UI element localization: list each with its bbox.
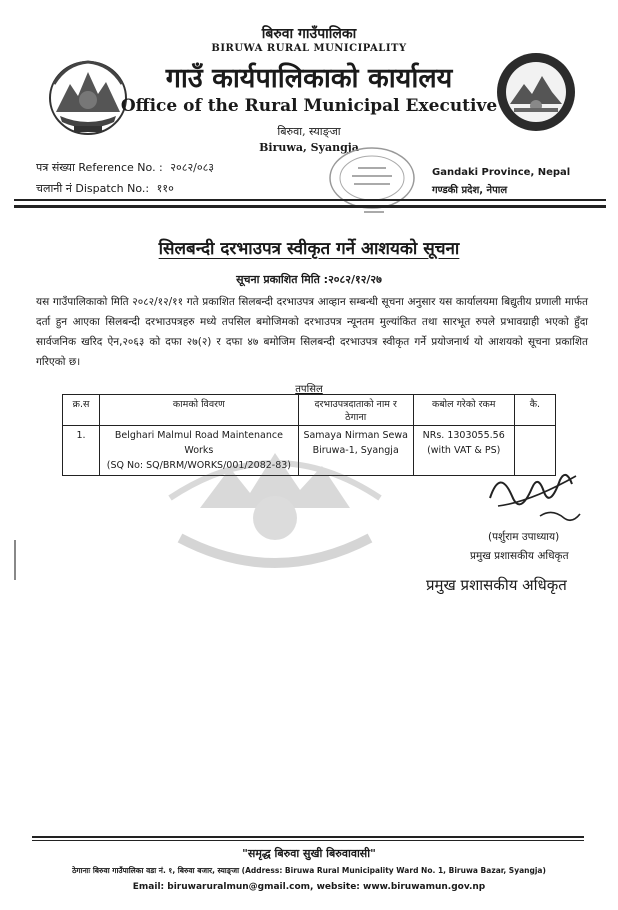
- footer-contact: Email: biruwaruralmun@gmail.com, website: www.biruwamun.gov.np: [132, 882, 486, 892]
- bidder-address: Biruwa-1, Syangja: [312, 445, 399, 456]
- province-np: गण्डकी प्रदेश, नेपाल: [432, 185, 508, 196]
- address-np: बिरुवा, स्याङ्जा: [277, 125, 341, 138]
- emblem-watermark: [160, 438, 390, 588]
- header-divider-thick: [14, 205, 606, 208]
- signatory-title-stamp: प्रमुख प्रशासकीय अधिकृत: [426, 576, 567, 594]
- address-en: Biruwa, Syangja: [259, 141, 359, 154]
- footer-divider-thin: [32, 840, 584, 841]
- dispatch-value: ११०: [156, 182, 174, 195]
- office-stamp: [324, 138, 424, 222]
- schedule-label: तपसिल: [295, 384, 323, 395]
- amount-value: NRs. 1303055.56: [422, 430, 505, 441]
- signatory-title: प्रमुख प्रशासकीय अधिकृत: [470, 550, 569, 562]
- reference-label: पत्र संख्या Reference No. :: [36, 161, 163, 174]
- footer-slogan: "समृद्ध बिरुवा सुखी बिरुवावासी": [242, 847, 376, 860]
- bidder-name: Samaya Nirman Sewa: [303, 430, 408, 441]
- published-date: सूचना प्रकाशित मिति :२०८२/१२/२७: [236, 273, 382, 286]
- dispatch-number: [36, 181, 174, 196]
- province-en: Gandaki Province, Nepal: [432, 167, 571, 178]
- col-work-description: कामको विवरण: [100, 395, 299, 426]
- notice-title-text: सिलबन्दी दरभाउपत्र स्वीकृत गर्ने आशयको सूचना: [158, 239, 460, 259]
- header-divider: [14, 199, 606, 201]
- work-title: Belghari Malmul Road Maintenance Works: [114, 430, 283, 456]
- reference-number: [36, 160, 214, 175]
- notice-title: [0, 236, 618, 259]
- office-title-en: Office of the Rural Municipal Executive: [120, 96, 498, 116]
- table-header-row: [63, 395, 556, 426]
- margin-mark: [14, 540, 16, 580]
- footer-address: ठेगानाः बिरुवा गाउँपालिका वडा नं. १, बिरुवा बजार, स्याङ्जा (Address: Biruwa Rural Municipality Ward No. 1, Biruwa Bazar, Syangja): [72, 866, 546, 875]
- cell-serial: 1.: [63, 426, 100, 476]
- handwritten-signature: [480, 458, 590, 528]
- municipality-name-en: BIRUWA RURAL MUNICIPALITY: [211, 43, 407, 54]
- dispatch-label: चलानी नं Dispatch No.:: [36, 182, 150, 195]
- work-sq-number: (SQ No: SQ/BRM/WORKS/001/2082-83): [106, 460, 292, 471]
- col-bidder: दरभाउपत्रदाताको नाम र ठेगाना: [298, 395, 413, 426]
- notice-body: यस गाउँपालिकाको मिति २०८२/१२/११ गते प्रकाशित सिलबन्दी दरभाउपत्र आव्हान सम्बन्धी सूचना अनुसार यस कार्यालयमा बिद्युतीय प्रणाली मार्फत दर्ता हुन आएका सिलबन्दी दरभाउपत्रहरु मध्ये तपसिल बमोजिमको दरभाउपत्र न्यूनतम मुल्यांकित तथा सारभूत रुपले प्रभावग्राही भएको हुँदा सार्वजनिक खरिद ऐन,२०६३ को दफा २७(२) र दफा ४७ बमोजिम सिलबन्दी दरभाउपत्र स्वीकृत गर्ने प्रयोजनार्थ यो आशयको सूचना प्रकाशित गरिएको छ।: [36, 296, 588, 368]
- municipality-name-np: बिरुवा गाउँपालिका: [261, 26, 357, 42]
- col-remarks: कै.: [514, 395, 555, 426]
- signatory-name: (पर्शुराम उपाध्याय): [488, 531, 560, 543]
- reference-value: २०८२/०८३: [170, 161, 215, 174]
- col-serial: क्र.स: [63, 395, 100, 426]
- footer-divider: [32, 836, 584, 838]
- amount-note: (with VAT & PS): [427, 445, 501, 456]
- office-title-np: गाउँ कार्यपालिकाको कार्यालय: [165, 63, 453, 94]
- col-quoted-amount: कबोल गरेको रकम: [413, 395, 514, 426]
